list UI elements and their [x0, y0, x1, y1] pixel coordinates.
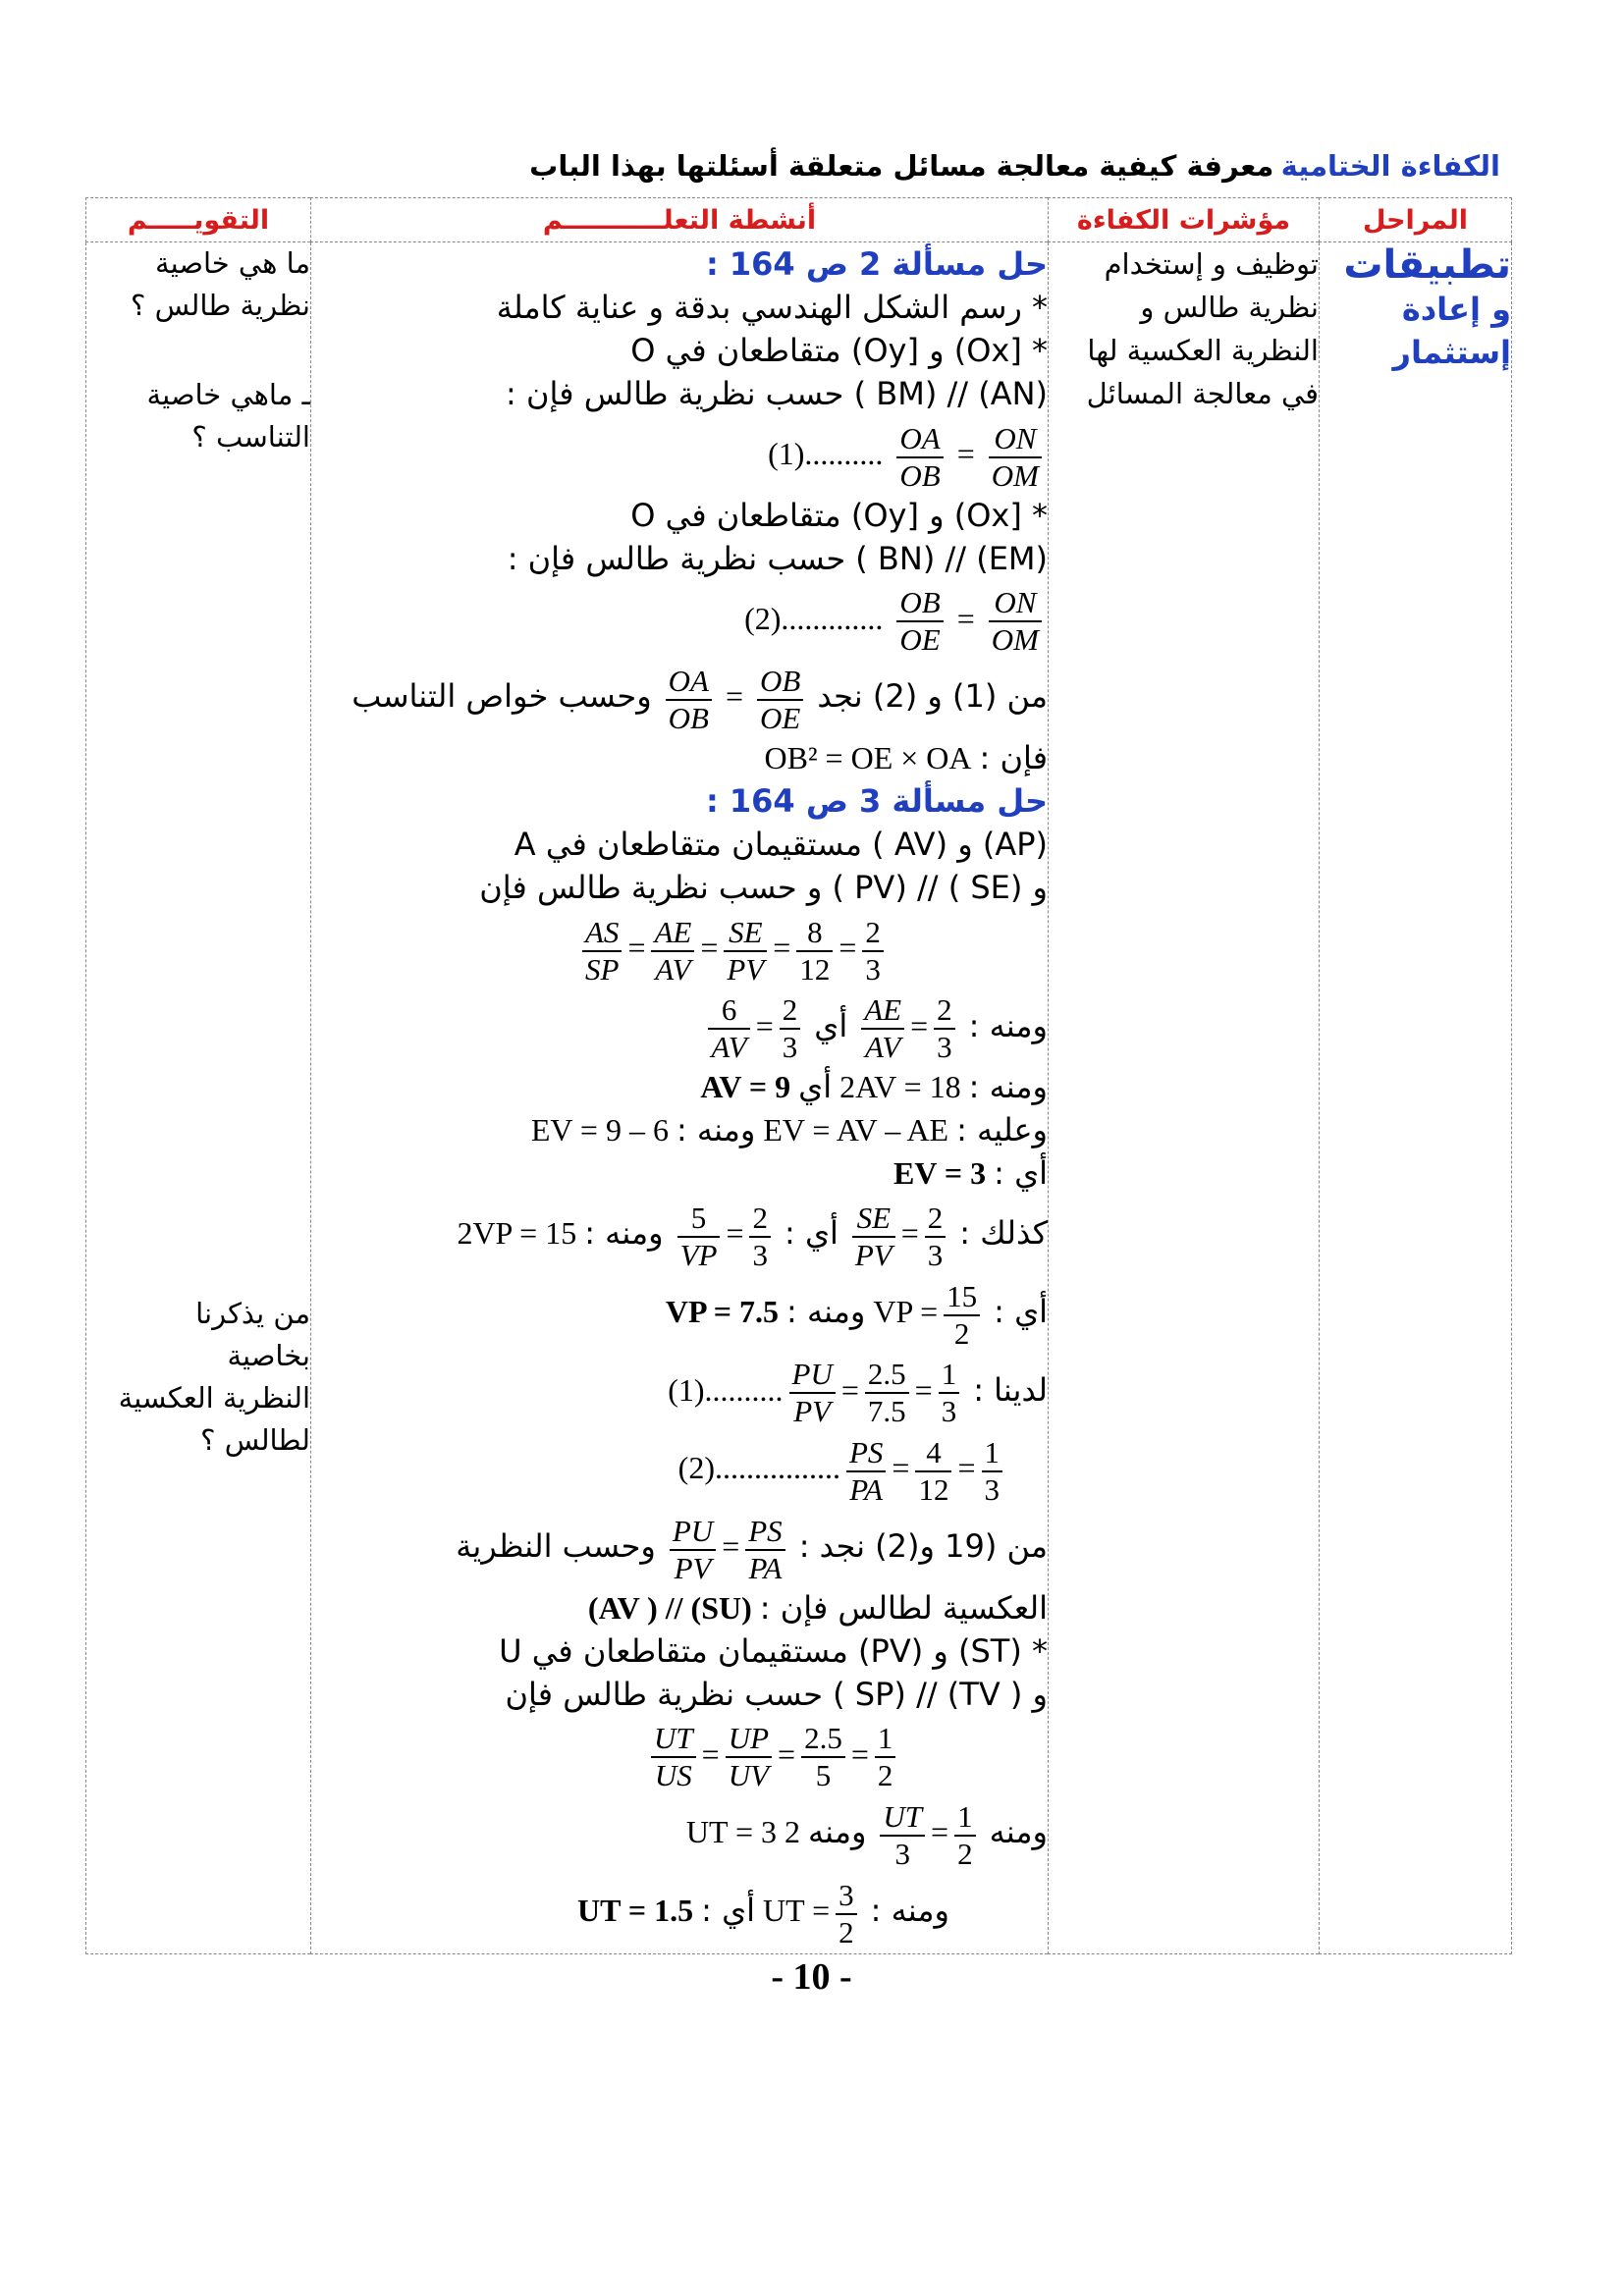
fraction: $\frac{OB}{OE}$ [757, 664, 803, 736]
fraction: $\frac{PU}{PV}$ [789, 1357, 836, 1429]
activity-line: و ( TV) // (SP ) حسب نظرية طالس فإن [505, 1675, 1048, 1713]
fraction: $\frac{SE}{PV}$ [852, 1201, 895, 1273]
text-run: أي : [784, 1214, 839, 1253]
eval-question-3 [86, 1293, 310, 1462]
fraction: $\frac{PS}{PA}$ [745, 1514, 784, 1586]
page-heading [106, 149, 1500, 184]
text-run: من (19 و(2) نجد : [798, 1526, 1048, 1565]
text-run: كذلك : [959, 1214, 1048, 1253]
eval-line: ـ ماهي خاصية [146, 378, 310, 411]
equation-line: لدينا : (1).......... $\frac{PU}{PV}$ = $\frac{2.5}{7.5}$ = $\frac{1}{3}$ [668, 1357, 1048, 1429]
indicator-line: النظرية العكسية لها [1087, 334, 1319, 367]
problem3-title: حل مسألة 3 ص 164 : [705, 781, 1048, 820]
math-run: 2AV = 18 [839, 1069, 961, 1105]
text-run: لدينا : [973, 1370, 1048, 1409]
fraction: $\frac{PS}{PA}$ [846, 1435, 886, 1508]
table-header-row [86, 198, 1512, 242]
math-result: UT = 1.5 [577, 1892, 694, 1928]
activity-line: (AP) و (AV ) مستقيمان متقاطعان في A [514, 825, 1048, 863]
heading-text: معرفة كيفية معالجة مسائل متعلقة أسئلتها بهذا الباب [529, 149, 1274, 183]
math-run: UT = [763, 1892, 831, 1928]
activity-line: * [Ox) و [Oy) متقاطعان في O [630, 332, 1048, 369]
fraction: $\frac{5}{VP}$ [677, 1201, 721, 1273]
fraction: $\frac{2.5}{7.5}$ [865, 1357, 909, 1429]
math-run: EV = 9 – 6 [530, 1112, 669, 1148]
text-run: أي : [994, 1292, 1048, 1330]
equation-line: $\frac{UT}{US}$ = $\frac{UP}{UV}$ = $\frac{2.5}{5}$ = $\frac{1}{2}$ [311, 1716, 1048, 1794]
header-activities: أنشطة التعلـــــــــــم [311, 198, 1049, 242]
eval-line: من يذكرنا [195, 1297, 310, 1330]
equation-line: من (1) و (2) نجد $\frac{OB}{OE}$ = $\frac{OA}{OB}$ وحسب خواص التناسب [352, 663, 1048, 735]
table-body-row [86, 242, 1512, 1954]
equation-tag: (1).......... [768, 436, 884, 471]
text-run: فإن : [979, 738, 1048, 776]
header-evaluation: التقويـــــم [86, 198, 311, 242]
stage-line3: إستثمار [1392, 334, 1511, 371]
activity-line: (EM) // (BN ) حسب نظرية طالس فإن : [507, 539, 1048, 577]
equation-line [311, 1108, 1048, 1151]
equation-tag: (2)................ [677, 1450, 840, 1486]
activity-line: * (ST) و (PV) مستقيمان متقاطعان في U [499, 1631, 1048, 1670]
equation-line: $\frac{AS}{SP}$ = $\frac{AE}{AV}$ = $\frac{SE}{PV}$ = $\frac{8}{12}$ = $\frac{2}{3}$ [311, 909, 1048, 988]
fraction: $\frac{UP}{UV}$ [726, 1721, 772, 1793]
math-result: UT = 3 2 [685, 1814, 800, 1850]
activity-line: * [Ox) و [Oy) متقاطعان في O [630, 496, 1048, 534]
fraction: $\frac{2}{3}$ [749, 1201, 771, 1273]
fraction: $\frac{1}{3}$ [982, 1435, 1003, 1508]
fraction: $\frac{OA}{OB}$ [666, 664, 712, 736]
text-run: ومنه : [968, 1006, 1048, 1044]
text-run: من (1) و (2) نجد [817, 677, 1048, 716]
fraction: $\frac{1}{2}$ [875, 1721, 896, 1793]
eval-line: النظرية العكسية [118, 1381, 310, 1415]
fraction: $\frac{6}{AV}$ [708, 992, 749, 1065]
fraction: $\frac{UT}{3}$ [880, 1799, 925, 1872]
math-result: 2VP = 15 [457, 1215, 577, 1252]
fraction: $\frac{PU}{PV}$ [670, 1514, 716, 1586]
activity-line: * رسم الشكل الهندسي بدقة و عناية كاملة [496, 289, 1048, 326]
fraction: $\frac{ON}{OM}$ [989, 585, 1042, 658]
fraction: $\frac{2}{3}$ [934, 992, 955, 1065]
equation-line: $\frac{ON}{OM}$ = $\frac{OB}{OE}$ (2)............. [311, 580, 1048, 659]
text-run: ومنه : [968, 1068, 1048, 1106]
equation-line: (2)................ $\frac{PS}{PA}$ = $\frac{4}{12}$ = $\frac{1}{3}$ [311, 1429, 1048, 1508]
heading-label: الكفاءة الختامية [1280, 149, 1500, 183]
fraction: $\frac{2}{3}$ [925, 1201, 947, 1273]
equation-line: ومنه $\frac{UT}{3}$ = $\frac{1}{2}$ ومنه UT = 3 2 [311, 1793, 1048, 1872]
fraction: $\frac{UT}{US}$ [651, 1721, 696, 1793]
equation-line [311, 1586, 1048, 1629]
text-run: ومنه [989, 1813, 1048, 1851]
eval-question-2 [86, 374, 310, 458]
text-run: ومنه : [676, 1111, 756, 1149]
equation-line: ومنه : $\frac{AE}{AV}$ = $\frac{2}{3}$ أي $\frac{6}{AV}$ = $\frac{2}{3}$ [311, 988, 1048, 1066]
eval-question-1 [86, 242, 310, 327]
math-result: AV = 9 [700, 1069, 791, 1105]
text-run: وحسب النظرية [456, 1526, 656, 1565]
lesson-table [85, 197, 1512, 1954]
fraction: $\frac{8}{12}$ [796, 915, 833, 988]
activities-cell [311, 242, 1049, 1954]
text-run: ومنه [808, 1813, 867, 1851]
indicator-line: في معالجة المسائل [1086, 377, 1319, 410]
eval-line: ما هي خاصية [155, 246, 310, 280]
eval-line: التناسب ؟ [191, 420, 310, 454]
indicator-cell [1049, 242, 1320, 1954]
equation-line [311, 1273, 1048, 1352]
stage-cell [1320, 242, 1512, 1954]
equation-tag: (2)............. [744, 600, 884, 636]
fraction: $\frac{1}{2}$ [954, 1799, 976, 1872]
text-run: أي : [701, 1891, 756, 1929]
equation-line [311, 1872, 1048, 1950]
fraction: $\frac{1}{3}$ [939, 1357, 960, 1429]
fraction: $\frac{SE}{PV}$ [724, 915, 767, 988]
fraction: $\frac{2.5}{5}$ [801, 1721, 845, 1793]
fraction: $\frac{15}{2}$ [944, 1279, 980, 1352]
text-run: ومنه : [584, 1214, 664, 1253]
header-indicators: مؤشرات الكفاءة [1049, 198, 1320, 242]
fraction: $\frac{OB}{OE}$ [896, 585, 943, 658]
math-run: EV = AV – AE [763, 1112, 949, 1148]
fraction: $\frac{AE}{AV}$ [651, 915, 694, 988]
eval-line: نظرية طالس ؟ [130, 289, 310, 322]
math-run: OB² = OE × OA [764, 739, 972, 775]
fraction: $\frac{2}{3}$ [780, 992, 801, 1065]
math-result: (AV ) // (SU) [587, 1589, 752, 1626]
eval-line: لطالس ؟ [200, 1423, 310, 1457]
stage-line2: و إعادة [1401, 291, 1511, 328]
problem2-title: حل مسألة 2 ص 164 : [705, 245, 1048, 283]
indicator-line: نظرية طالس و [1140, 291, 1319, 324]
text-run: العكسية لطالس فإن : [759, 1588, 1048, 1627]
activity-line: و (SE ) // (PV ) و حسب نظرية طالس فإن [479, 868, 1048, 906]
evaluation-cell [86, 242, 311, 1954]
equation-line: من (19 و(2) نجد : $\frac{PU}{PV}$ = $\frac{PS}{PA}$ وحسب النظرية [456, 1513, 1048, 1585]
equation-line [311, 1151, 1048, 1195]
math-result: VP = 7.5 [665, 1293, 779, 1329]
page-number: - 10 - [771, 1956, 852, 1998]
eval-line: بخاصية [227, 1339, 310, 1372]
fraction: $\frac{ON}{OM}$ [989, 421, 1042, 494]
fraction: $\frac{3}{2}$ [836, 1878, 857, 1950]
header-stages: المراحل [1320, 198, 1512, 242]
text-run: أي [814, 1006, 848, 1044]
fraction: $\frac{2}{3}$ [862, 915, 884, 988]
text-run: ومنه : [785, 1292, 866, 1330]
text-run: وعليه : [956, 1111, 1048, 1149]
fraction: $\frac{AE}{AV}$ [861, 992, 904, 1065]
stage-title: تطبيقات [1343, 242, 1511, 288]
equation-line: $\frac{ON}{OM}$ = $\frac{OA}{OB}$ (1).......... [311, 415, 1048, 494]
math-result: EV = 3 [893, 1155, 987, 1192]
activity-line: (AN) // (BM ) حسب نظرية طالس فإن : [506, 375, 1048, 412]
equation-line [311, 1065, 1048, 1108]
text-run: أي [798, 1068, 833, 1106]
equation-tag: (1).......... [668, 1371, 784, 1408]
equation-line: كذلك : $\frac{SE}{PV}$ = $\frac{2}{3}$ أي : $\frac{5}{VP}$ = $\frac{2}{3}$ ومنه : 2VP = 15 [311, 1195, 1048, 1273]
fraction: $\frac{OA}{OB}$ [896, 421, 943, 494]
text-run: أي : [994, 1154, 1048, 1193]
math-run: VP = [873, 1293, 939, 1329]
fraction: $\frac{4}{12}$ [915, 1435, 951, 1508]
equation-line [311, 736, 1048, 779]
indicator-line: توظيف و إستخدام [1104, 247, 1319, 281]
text-run: وحسب خواص التناسب [352, 677, 652, 716]
text-run: ومنه : [870, 1891, 949, 1929]
fraction: $\frac{AS}{SP}$ [582, 915, 622, 988]
